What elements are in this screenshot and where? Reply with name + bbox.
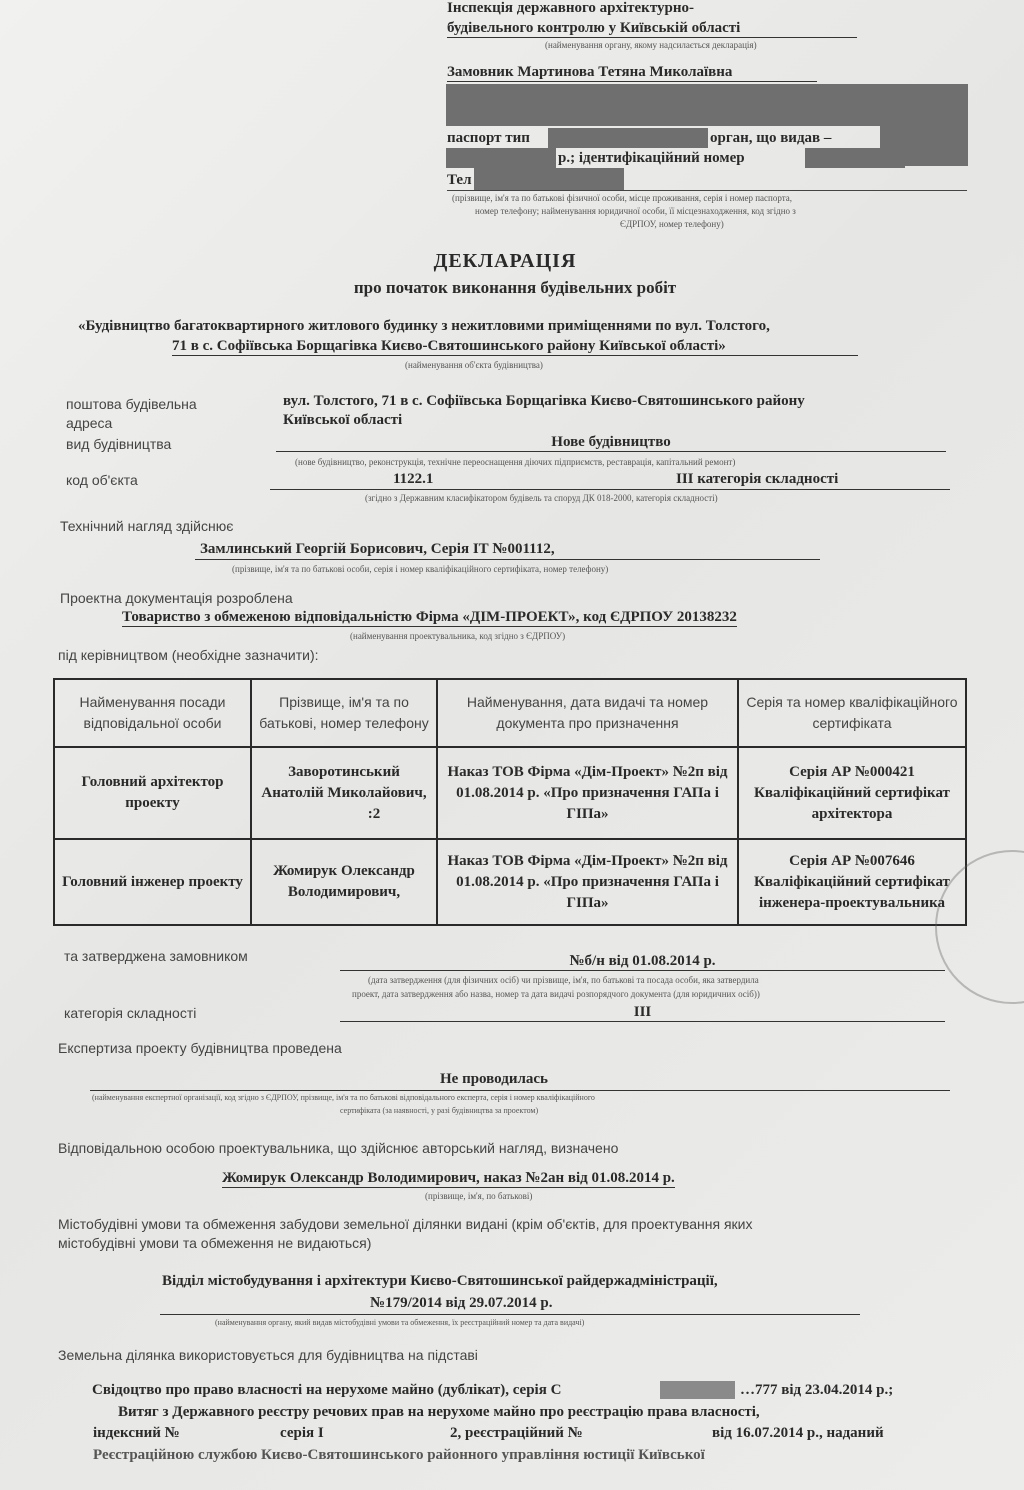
table-cell-name (251, 747, 437, 839)
issued-by-label: орган, що видав – (710, 130, 832, 146)
address-value-2: Київської області (283, 412, 403, 428)
table-cell-certificate: Серія АР №000421 Кваліфікаційний сертифікат архітектора (738, 747, 966, 839)
underline (447, 190, 967, 191)
expertise-value: Не проводилась (440, 1071, 548, 1087)
table-header-cell: Найменування, дата видачі та номер документа про призначення (437, 679, 738, 747)
leadership-label: під керівництвом (необхідне зазначити): (58, 647, 319, 663)
land-line-1b: …777 від 23.04.2014 р.; (740, 1382, 894, 1398)
approval-value: №б/н від 01.08.2014 р. (340, 953, 945, 971)
land-line-3a: індексний № (93, 1425, 180, 1441)
land-line-2: Витяг з Державного реєстру речових прав на нерухоме майно про реєстрацію права власності, (118, 1404, 760, 1420)
designer-caption: (найменування проектувальника, код згідно з ЄДРПОУ) (350, 631, 566, 641)
address-label-2: адреса (66, 415, 113, 431)
approval-caption-2: проект, дата затвердження або назва, номер та дата видачі розпорядчого документа (для юридичних осіб)) (352, 989, 760, 999)
table-header-cell: Прізвище, ім'я та по батькові, номер телефону (251, 679, 437, 747)
project-docs-label: Проектна документація розроблена (60, 590, 293, 606)
land-line-3d: від 16.07.2014 р., наданий (712, 1425, 884, 1441)
land-line-1a: Свідоцтво про право власності на нерухоме майно (дублікат), серія С (92, 1382, 562, 1398)
underline (160, 1314, 860, 1315)
approval-label: та затверджена замовником (64, 948, 248, 964)
expertise-caption-2: сертифіката (за наявності, у разі будівництва за проектом) (340, 1106, 539, 1115)
redaction-block (446, 148, 556, 168)
table-row (54, 747, 966, 839)
underline (270, 489, 950, 490)
land-basis-label: Земельна ділянка використовується для будівництва на підставі (58, 1347, 478, 1363)
underline (90, 1090, 950, 1091)
address-value-1: вул. Толстого, 71 в с. Софіївська Борщагівка Києво-Святошинського району (283, 393, 805, 409)
table-cell-position: Головний інженер проекту (54, 839, 251, 925)
authority-caption: (найменування органу, якому надсилається декларація) (545, 40, 757, 50)
table-header-cell: Серія та номер кваліфікаційного сертифіката (738, 679, 966, 747)
designer-value: Товариство з обмеженою відповідальністю Фірма «ДІМ-ПРОЕКТ», код ЄДРПОУ 20138232 (122, 609, 737, 625)
document-subtitle: про початок виконання будівельних робіт (353, 278, 677, 297)
table-cell-name: Жомирук Олександр Володимирович, (251, 839, 437, 925)
redaction-block (805, 148, 905, 168)
responsible-persons-table (53, 678, 967, 926)
author-supervision-value: Жомирук Олександр Володимирович, наказ №2ан від 01.08.2014 р. (222, 1170, 675, 1186)
redaction-block (474, 168, 624, 190)
person-phone-fragment: :2 (367, 805, 381, 822)
land-line-3c: 2, реєстраційний № (450, 1425, 583, 1441)
object-code-caption: (згідно з Державним класифікатором будівель та споруд ДК 018-2000, категорія складності) (365, 493, 718, 503)
table-cell-document: Наказ ТОВ Фірма «Дім-Проект» №2п від 01.08.2014 р. «Про призначення ГАПа і ГІПа» (437, 839, 738, 925)
passport-label: паспорт тип (447, 130, 530, 146)
supervision-label: Технічний нагляд здійснює (60, 518, 234, 534)
object-code-label: код об'єкта (66, 472, 138, 488)
table-header-cell: Найменування посади відповідальної особи (54, 679, 251, 747)
approval-category-value: III (340, 1004, 945, 1022)
redaction-block (548, 128, 708, 148)
document-title: ДЕКЛАРАЦІЯ (433, 250, 577, 272)
author-supervision-label: Відповідальною особою проектувальника, що здійснює авторський нагляд, визначено (58, 1140, 619, 1156)
approval-caption-1: (дата затвердження (для фізичних осіб) чи прізвище, ім'я, по батькові та посада особи, яка затвердила (368, 975, 759, 985)
table-cell-position: Головний архітектор проекту (54, 747, 251, 839)
customer-line: Замовник Мартинова Тетяна Миколаївна (447, 64, 817, 82)
object-code-value: 1122.1 (393, 471, 434, 487)
customer-caption-3: ЄДРПОУ, номер телефону) (620, 219, 724, 229)
urban-conditions-value-1: Відділ містобудування і архітектури Києво-Святошинської райдержадміністрації, (162, 1273, 718, 1289)
table-cell-document: Наказ ТОВ Фірма «Дім-Проект» №2п від 01.08.2014 р. «Про призначення ГАПа і ГІПа» (437, 747, 738, 839)
authority-line-1: Інспекція державного архітектурно- (447, 0, 694, 16)
table-row (54, 839, 966, 925)
address-label-1: поштова будівельна (66, 396, 197, 412)
land-line-4: Реєстраційною службою Києво-Святошинського районного управління юстиції Київської (93, 1447, 705, 1463)
urban-conditions-label-1: Містобудівні умови та обмеження забудови земельної ділянки видані (крім об'єктів, для проектування яких (58, 1216, 753, 1232)
table-header-row (54, 679, 966, 747)
customer-caption-2: номер телефону; найменування юридичної особи, її місцезнаходження, код згідно з (475, 206, 796, 216)
object-name-line-2: 71 в с. Софіївська Борщагівка Києво-Святошинського району Київської області» (172, 338, 858, 356)
object-name-line-1: «Будівництво багатоквартирного житлового будинку з нежитловими приміщеннями по вул. Толстого, (78, 318, 770, 334)
urban-conditions-caption: (найменування органу, який видав містобудівні умови та обмеження, їх реєстраційний номер та дата видачі) (215, 1318, 585, 1327)
supervision-value: Замлинський Георгій Борисович, Серія ІТ №001112, (200, 541, 555, 557)
complexity-category-value: III категорія складності (676, 471, 839, 487)
expertise-label: Експертиза проекту будівництва проведена (58, 1040, 342, 1056)
id-label: р.; ідентифікаційний номер (558, 150, 745, 166)
expertise-caption-1: (найменування експертної організації, код згідно з ЄДРПОУ, прізвище, ім'я та по батькові відповідального експерта, серія і номер кваліфікаційного (92, 1093, 595, 1102)
redaction-block (660, 1381, 735, 1399)
construction-kind-value: Нове будівництво (276, 434, 946, 452)
table-cell-certificate: Серія АР №007646 Кваліфікаційний сертифікат інженера-проектувальника (738, 839, 966, 925)
customer-caption-1: (прізвище, ім'я та по батькові фізичної особи, місце проживання, серія і номер паспорта, (452, 193, 793, 203)
supervision-caption: (прізвище, ім'я та по батькові особи, серія і номер кваліфікаційного сертифіката, номер телефону) (232, 564, 609, 574)
object-name-caption: (найменування об'єкта будівництва) (405, 360, 543, 370)
construction-kind-label: вид будівництва (66, 436, 172, 452)
underline (195, 559, 820, 560)
tel-label: Тел (447, 172, 472, 188)
construction-kind-caption: (нове будівництво, реконструкція, технічне переоснащення діючих підприємств, реставрація, капітальний ремонт) (295, 457, 736, 467)
author-supervision-caption: (прізвище, ім'я, по батькові) (425, 1191, 533, 1201)
person-name: Заворотинський Анатолій Миколайович, (261, 763, 427, 801)
urban-conditions-label-2: містобудівні умови та обмеження не видаються) (58, 1235, 372, 1251)
authority-line-2: будівельного контролю у Київській області (447, 20, 857, 38)
urban-conditions-value-2: №179/2014 від 29.07.2014 р. (370, 1295, 553, 1311)
land-line-3b: серія І (280, 1425, 324, 1441)
approval-category-label: категорія складності (64, 1005, 197, 1021)
